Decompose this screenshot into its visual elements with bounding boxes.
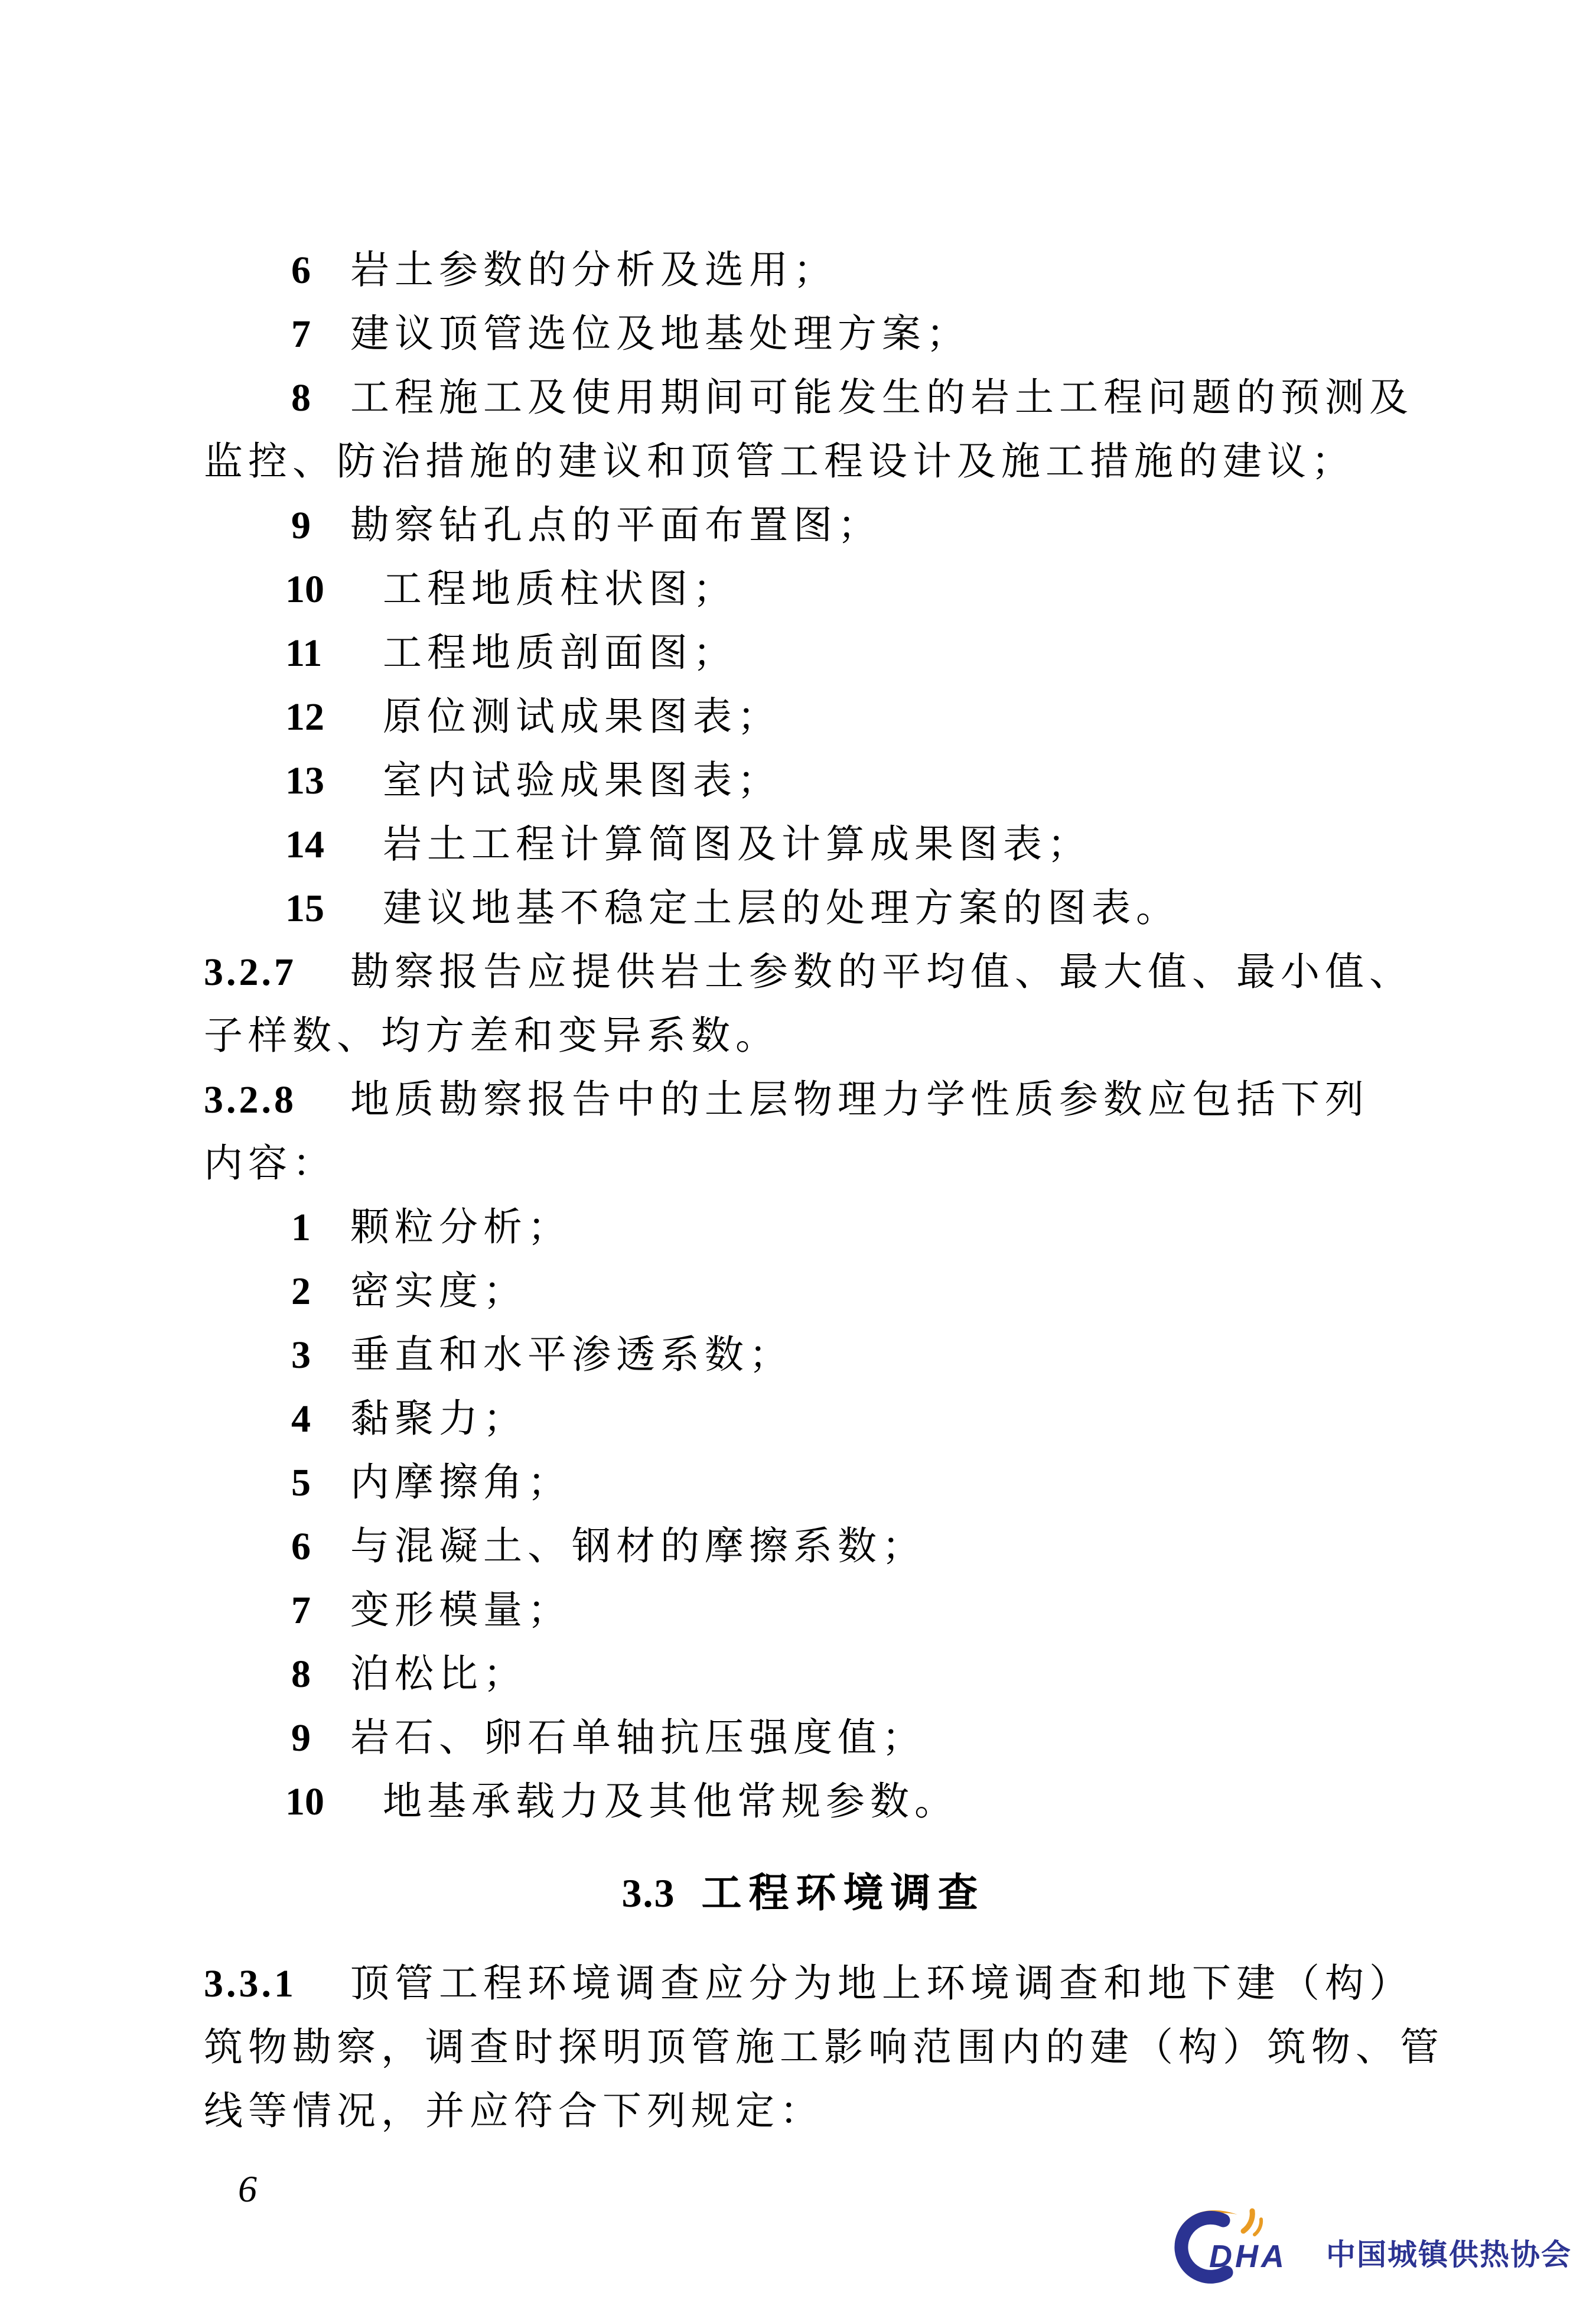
- clause-text: 地质勘察报告中的土层物理力学性质参数应包括下列: [350, 1078, 1369, 1121]
- clause: [204, 941, 1413, 1004]
- clause-continuation: 内容：: [204, 1142, 337, 1185]
- list-item: [204, 877, 1403, 941]
- list-item-text: 泊松比；: [350, 1653, 527, 1696]
- list-item-number: 7: [291, 1589, 311, 1632]
- list-item-text: 地基承载力及其他常规参数。: [383, 1780, 959, 1823]
- list-item-number: 8: [291, 1653, 311, 1696]
- list-item: [204, 239, 1403, 303]
- logo-acronym: DHA: [1209, 2239, 1287, 2274]
- list-item: [204, 1515, 1403, 1579]
- list-item: [204, 1579, 1403, 1643]
- section-heading-number: 3.3: [621, 1871, 676, 1916]
- clause-continuation: 筑物勘察，调查时探明顶管施工影响范围内的建（构）筑物、管: [204, 2026, 1444, 2069]
- clause-continuation: 线等情况，并应符合下列规定：: [204, 2090, 824, 2133]
- list-item-number: 5: [291, 1461, 311, 1504]
- list-item: [204, 813, 1403, 877]
- list-item-number: 10: [285, 568, 324, 611]
- logo-signal-tick-icon: [1255, 2219, 1261, 2235]
- clause: [204, 1952, 1413, 2016]
- list-item-number: 1: [291, 1206, 311, 1249]
- list-item-number: 6: [291, 1525, 311, 1568]
- list-item: [204, 1643, 1403, 1706]
- list-item: [204, 303, 1403, 366]
- list-item-number: 9: [291, 504, 311, 547]
- list-item-text: 工程施工及使用期间可能发生的岩土工程问题的预测及: [350, 376, 1413, 420]
- list-item-number: 13: [285, 759, 324, 802]
- list-item: [204, 1260, 1403, 1324]
- page-body: [204, 239, 1444, 2144]
- list-item-text: 室内试验成果图表；: [383, 759, 781, 802]
- page-number: 6: [238, 2168, 257, 2210]
- list-item-number: 14: [285, 823, 324, 866]
- list-item: [204, 1706, 1403, 1770]
- list-item-text: 勘察钻孔点的平面布置图；: [350, 504, 882, 547]
- list-item-continuation: 监控、防治措施的建议和顶管工程设计及施工措施的建议；: [204, 440, 1356, 483]
- list-item-text: 工程地质柱状图；: [383, 568, 737, 611]
- list-item-number: 8: [291, 376, 311, 420]
- list-item-text: 变形模量；: [350, 1589, 572, 1632]
- section-heading-title: 工程环境调查: [701, 1871, 985, 1916]
- list-item: [204, 1451, 1403, 1515]
- list-item-number: 15: [285, 887, 324, 930]
- clause: [204, 1068, 1403, 1132]
- list-item-number: 2: [291, 1270, 311, 1313]
- list-item-text: 工程地质剖面图；: [383, 632, 737, 675]
- clause-number: 3.2.8: [204, 1078, 297, 1121]
- clause-text: 顶管工程环境调查应分为地上环境调查和地下建（构）: [350, 1962, 1413, 2005]
- list-item-number: 7: [291, 313, 311, 356]
- list-item-text: 黏聚力；: [350, 1397, 527, 1440]
- list-item: [204, 1196, 1403, 1260]
- clause-continuation: 子样数、均方差和变异系数。: [204, 1014, 780, 1058]
- list-item-text: 内摩擦角；: [350, 1461, 572, 1504]
- list-item-text: 岩石、卵石单轴抗压强度值；: [350, 1716, 926, 1760]
- list-item: [204, 622, 1403, 685]
- list-item-text: 建议顶管选位及地基处理方案；: [350, 313, 970, 356]
- list-item-text: 垂直和水平渗透系数；: [350, 1334, 793, 1377]
- logo-signal-tick-icon: [1243, 2211, 1252, 2231]
- list-item-text: 岩土工程计算简图及计算成果图表；: [383, 823, 1092, 866]
- list-item-number: 12: [285, 695, 324, 739]
- list-item-text: 密实度；: [350, 1270, 527, 1313]
- list-item-text: 与混凝土、钢材的摩擦系数；: [350, 1525, 926, 1568]
- list-item: [204, 1770, 1403, 1834]
- list-item-number: 10: [285, 1780, 324, 1823]
- list-item-text: 原位测试成果图表；: [383, 695, 781, 739]
- list-item-text: 建议地基不稳定土层的处理方案的图表。: [383, 887, 1180, 930]
- list-item-number: 6: [291, 249, 311, 292]
- list-item: [204, 685, 1403, 749]
- list-item-number: 4: [291, 1397, 311, 1440]
- list-item: [204, 749, 1403, 813]
- list-item: [204, 366, 1413, 430]
- clause-text: 勘察报告应提供岩土参数的平均值、最大值、最小值、: [350, 951, 1413, 994]
- section-heading: [204, 1861, 1403, 1925]
- list-item: [204, 494, 1403, 558]
- list-item-number: 9: [291, 1716, 311, 1760]
- list-item: [204, 1324, 1403, 1387]
- list-item-number: 11: [285, 632, 323, 675]
- cdha-logo: [1171, 2206, 1579, 2296]
- list-item: [204, 1387, 1403, 1451]
- list-item-text: 颗粒分析；: [350, 1206, 572, 1249]
- list-item-text: 岩土参数的分析及选用；: [350, 249, 838, 292]
- clause-number: 3.2.7: [204, 951, 297, 994]
- list-item: [204, 558, 1403, 622]
- clause-number: 3.3.1: [204, 1962, 297, 2005]
- logo-org-name: 中国城镇供热协会: [1326, 2238, 1572, 2271]
- list-item-number: 3: [291, 1334, 311, 1377]
